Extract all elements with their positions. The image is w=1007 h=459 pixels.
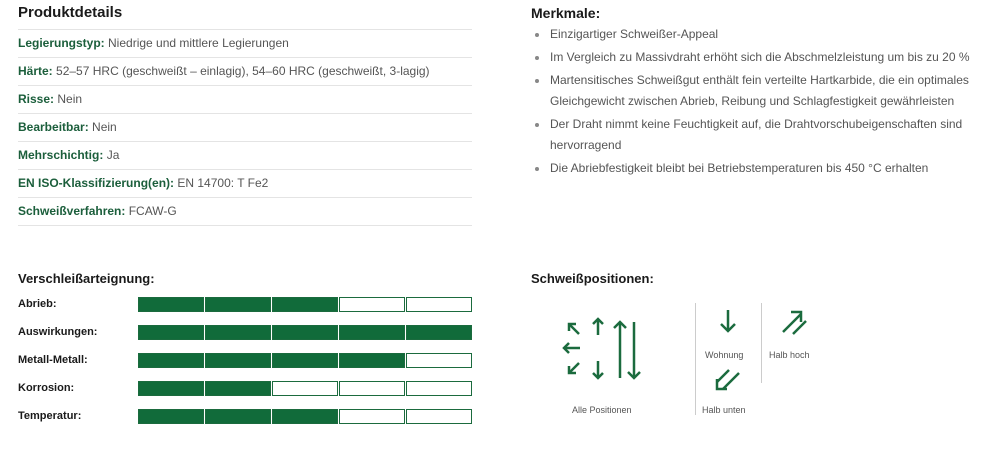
rating-segment-filled: [272, 297, 338, 312]
product-details-title: Produktdetails: [18, 4, 123, 21]
rating-segment-filled: [339, 353, 405, 368]
wear-row-label: Temperatur:: [18, 410, 82, 422]
feature-item: Einzigartiger Schweißer-Appeal: [533, 24, 993, 45]
detail-value: 52–57 HRC (geschweißt – einlagig), 54–60 HRC (geschweißt, 3-lagig): [56, 64, 430, 78]
feature-item: Der Draht nimmt keine Feuchtigkeit auf, die Drahtvorschubeigenschaften sind hervorragend: [533, 114, 993, 156]
wear-rating-bar: [138, 325, 473, 340]
detail-label: Legierungstyp:: [18, 36, 105, 50]
rating-segment-empty: [272, 381, 338, 396]
welding-positions-title: Schweißpositionen:: [531, 271, 654, 286]
rating-segment-empty: [339, 409, 405, 424]
rating-segment-filled: [205, 325, 271, 340]
wear-rating-bar: [138, 381, 473, 396]
wear-rating-bar: [138, 353, 473, 368]
positions-divider: [695, 303, 696, 415]
all-positions-icon: [560, 315, 645, 385]
wear-row-label: Korrosion:: [18, 382, 75, 394]
feature-item: Martensitisches Schweißgut enthält fein verteilte Hartkarbide, die ein optimales Gleichgewicht zwischen Abrieb, Reibung und Schlagfestigkeit gewährleisten: [533, 70, 993, 112]
wear-row-label: Abrieb:: [18, 298, 57, 310]
detail-row: [18, 197, 472, 226]
detail-label: Risse:: [18, 92, 55, 106]
detail-label: Härte:: [18, 64, 53, 78]
detail-value: Nein: [92, 120, 117, 134]
rating-segment-empty: [406, 409, 472, 424]
rating-segment-filled: [138, 381, 204, 396]
rating-segment-empty: [339, 297, 405, 312]
product-details-list: [18, 29, 472, 226]
rating-segment-empty: [406, 353, 472, 368]
rating-segment-empty: [406, 381, 472, 396]
detail-value: EN 14700: T Fe2: [177, 176, 269, 190]
rating-segment-filled: [272, 353, 338, 368]
feature-item: Im Vergleich zu Massivdraht erhöht sich die Abschmelzleistung um bis zu 20 %: [533, 47, 993, 68]
detail-row: [18, 57, 472, 85]
rating-segment-filled: [138, 409, 204, 424]
detail-label: Mehrschichtig:: [18, 148, 104, 162]
wear-suitability-title: Verschleißarteignung:: [18, 271, 155, 286]
detail-label: Schweißverfahren:: [18, 204, 126, 218]
half-down-position-icon: [713, 367, 743, 393]
detail-label: Bearbeitbar:: [18, 120, 89, 134]
rating-segment-filled: [138, 353, 204, 368]
rating-segment-filled: [339, 325, 405, 340]
features-title: Merkmale:: [531, 5, 601, 21]
rating-segment-filled: [272, 409, 338, 424]
detail-value: Niedrige und mittlere Legierungen: [108, 36, 289, 50]
rating-segment-empty: [339, 381, 405, 396]
half-up-position-label: Halb hoch: [769, 350, 810, 360]
rating-segment-filled: [205, 409, 271, 424]
positions-divider-2: [761, 303, 762, 383]
flat-position-label: Wohnung: [705, 350, 744, 360]
wear-row-label: Metall-Metall:: [18, 354, 88, 366]
detail-value: FCAW-G: [128, 204, 177, 218]
all-positions-label: Alle Positionen: [572, 405, 632, 415]
rating-segment-filled: [406, 325, 472, 340]
rating-segment-filled: [205, 381, 271, 396]
rating-segment-filled: [138, 325, 204, 340]
detail-row: [18, 169, 472, 197]
rating-segment-filled: [138, 297, 204, 312]
half-up-position-icon: [779, 308, 809, 336]
feature-item: Die Abriebfestigkeit bleibt bei Betriebstemperaturen bis 450 °C erhalten: [533, 158, 993, 179]
wear-rating-bar: [138, 297, 473, 312]
detail-label: EN ISO-Klassifizierung(en):: [18, 176, 175, 190]
rating-segment-filled: [272, 325, 338, 340]
flat-position-icon: [717, 308, 739, 336]
detail-row: [18, 113, 472, 141]
rating-segment-filled: [205, 353, 271, 368]
detail-row: [18, 29, 472, 57]
half-down-position-label: Halb unten: [702, 405, 746, 415]
wear-row-label: Auswirkungen:: [18, 326, 98, 338]
detail-value: Nein: [57, 92, 83, 106]
detail-value: Ja: [106, 148, 120, 162]
features-list: [533, 24, 993, 181]
rating-segment-empty: [406, 297, 472, 312]
rating-segment-filled: [205, 297, 271, 312]
detail-row: [18, 141, 472, 169]
detail-row: [18, 85, 472, 113]
wear-rating-bar: [138, 409, 473, 424]
